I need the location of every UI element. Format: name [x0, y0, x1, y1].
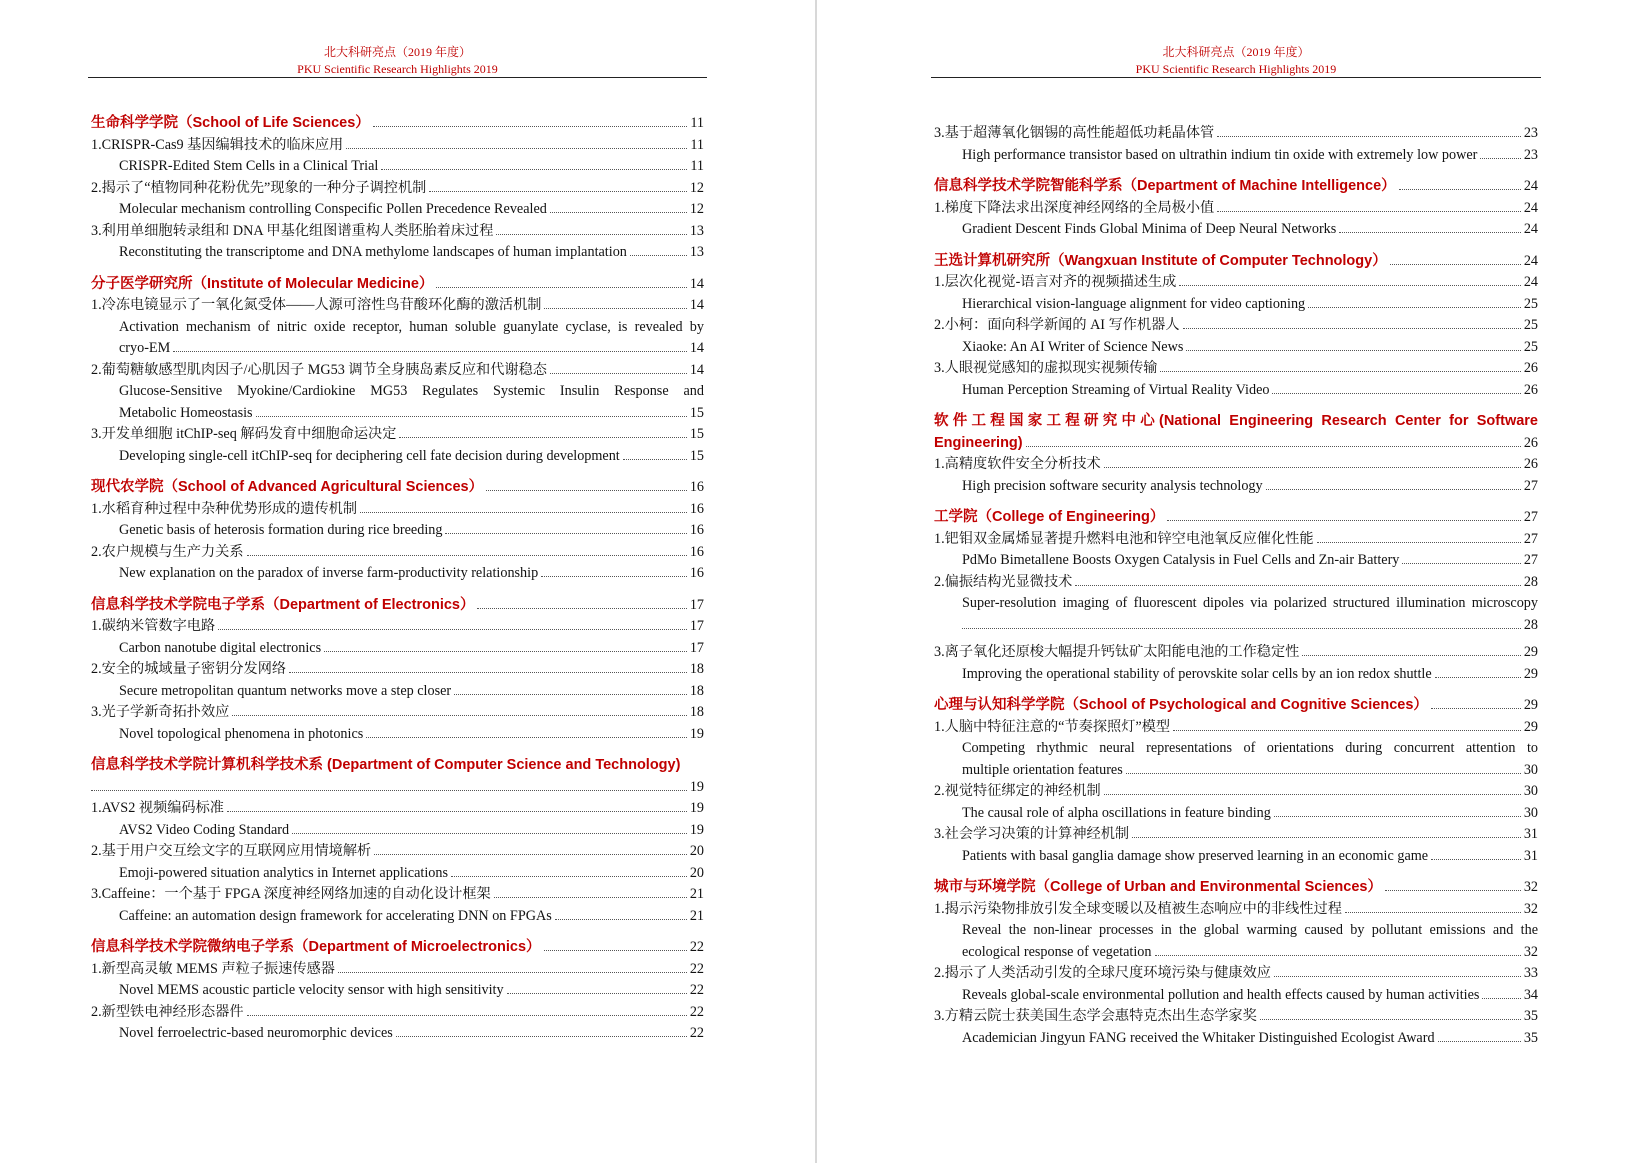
toc-section	[934, 877, 1538, 1049]
toc-entry-en[interactable]: Academician Jingyun FANG received the Whitaker Distinguished Ecologist Award 35	[962, 1029, 1538, 1046]
header-cn: 北大科研亮点（2019 年度）	[1162, 45, 1310, 59]
toc-entry-en[interactable]: Competing rhythmic neural representations of orientations during concurrent attention to multiple orientation features 30	[962, 740, 1538, 778]
toc-entry-cn[interactable]: 3.利用单细胞转录组和 DNA 甲基化组图谱重构人类胚胎着床过程 13	[91, 222, 704, 239]
toc-entry-en[interactable]: Emoji-powered situation analytics in Internet applications 20	[119, 864, 704, 881]
toc-entry-cn[interactable]: 3.基于超薄氧化铟锡的高性能超低功耗晶体管 23	[934, 125, 1538, 141]
toc-entry-en[interactable]: Novel ferroelectric-based neuromorphic devices 22	[119, 1025, 704, 1041]
toc-entry-cn[interactable]: 1.揭示污染物排放引发全球变暖以及植被生态响应中的非线性过程 32	[934, 900, 1538, 917]
toc-section-title[interactable]: 王选计算机研究所（Wangxuan Institute of Computer Technology） 24	[934, 252, 1538, 269]
toc-section-title[interactable]: 城市与环境学院（College of Urban and Environmental Sciences） 32	[934, 879, 1538, 895]
toc-entry-en[interactable]: New explanation on the paradox of inverse farm-productivity relationship 16	[119, 565, 704, 581]
toc-entry-en[interactable]: Hierarchical vision-language alignment for video captioning 25	[962, 295, 1538, 312]
toc-entry-cn[interactable]: 2.揭示了“植物同种花粉优先”现象的一种分子调控机制 12	[91, 179, 704, 196]
toc-section	[934, 123, 1538, 166]
toc-section-title[interactable]: 信息科学技术学院计算机科学技术系 (Department of Computer Science and Technology) 19	[91, 757, 704, 795]
toc-section	[91, 595, 704, 746]
header-rule	[931, 77, 1541, 78]
toc-entry-en[interactable]: High performance transistor based on ultrathin indium tin oxide with extremely low power 23	[962, 146, 1538, 163]
toc-section-title[interactable]: 分子医学研究所（Institute of Molecular Medicine） 14	[91, 275, 704, 292]
toc-section-title[interactable]: 软件工程国家工程研究中心(National Engineering Research Center for Software Engineering) 26	[934, 413, 1538, 451]
toc-entry-en[interactable]: Novel topological phenomena in photonics 19	[119, 725, 704, 742]
toc-entry-en[interactable]: Genetic basis of heterosis formation during rice breeding 16	[119, 522, 704, 538]
toc-entry-en[interactable]: Reveal the non-linear processes in the global warming caused by pollutant emissions and the ecological response of vegetation 32	[962, 922, 1538, 960]
toc-entry-cn[interactable]: 1.梯度下降法求出深度神经网络的全局极小值 24	[934, 199, 1538, 216]
toc-section	[91, 113, 704, 264]
toc-entry-en[interactable]: Patients with basal ganglia damage show preserved learning in an economic game 31	[962, 847, 1538, 864]
toc-entry-cn[interactable]: 2.偏振结构光显微技术 28	[934, 573, 1538, 590]
toc-section	[91, 477, 704, 585]
toc-entry-cn[interactable]: 3.Caffeine：一个基于 FPGA 深度神经网络加速的自动化设计框架 21	[91, 886, 704, 902]
toc-section-title[interactable]: 工学院（College of Engineering） 27	[934, 509, 1538, 525]
toc-section-title[interactable]: 生命科学学院（School of Life Sciences） 11	[91, 115, 704, 131]
toc-section-title[interactable]: 信息科学技术学院智能科学系（Department of Machine Intelligence） 24	[934, 178, 1538, 194]
toc-entry-cn[interactable]: 2.揭示了人类活动引发的全球尺度环境污染与健康效应 33	[934, 965, 1538, 981]
toc-entry-en[interactable]: Caffeine: an automation design framework for accelerating DNN on FPGAs 21	[119, 907, 704, 924]
toc-entry-en[interactable]: Glucose-Sensitive Myokine/Cardiokine MG53 Regulates Systemic Insulin Response and Metabolic Homeostasis 15	[119, 383, 704, 421]
toc-entry-en[interactable]: AVS2 Video Coding Standard 19	[119, 821, 704, 838]
toc-entry-cn[interactable]: 3.人眼视觉感知的虚拟现实视频传输 26	[934, 360, 1538, 376]
toc-entry-en[interactable]: Xiaoke: An AI Writer of Science News 25	[962, 338, 1538, 355]
toc-entry-cn[interactable]: 2.新型铁电神经形态器件 22	[91, 1003, 704, 1020]
toc-section	[91, 937, 704, 1045]
toc-entry-en[interactable]: CRISPR-Edited Stem Cells in a Clinical Trial 11	[119, 158, 704, 174]
toc-entry-en[interactable]: Activation mechanism of nitric oxide receptor, human soluble guanylate cyclase, is revealed by cryo-EM 14	[119, 318, 704, 356]
page-divider	[815, 0, 817, 1163]
toc-entry-cn[interactable]: 2.基于用户交互绘文字的互联网应用情境解析 20	[91, 843, 704, 859]
toc-entry-cn[interactable]: 1.新型高灵敏 MEMS 声粒子振速传感器 22	[91, 960, 704, 977]
toc-section-title[interactable]: 信息科学技术学院微纳电子学系（Department of Microelectronics） 22	[91, 939, 704, 955]
toc-entry-en[interactable]: Developing single-cell itChIP-seq for deciphering cell fate decision during development 15	[119, 447, 704, 464]
header-rule	[88, 77, 707, 78]
toc-entry-en[interactable]: Novel MEMS acoustic particle velocity sensor with high sensitivity 22	[119, 982, 704, 998]
page-header	[91, 44, 704, 78]
toc-entry-cn[interactable]: 2.小柯：面向科学新闻的 AI 写作机器人 25	[934, 317, 1538, 333]
toc-entry-cn[interactable]: 3.社会学习决策的计算神经机制 31	[934, 826, 1538, 842]
toc-entry-cn[interactable]: 3.离子氧化还原梭大幅提升钙钛矿太阳能电池的工作稳定性 29	[934, 644, 1538, 660]
header-en: PKU Scientific Research Highlights 2019	[297, 62, 498, 76]
toc-section	[934, 411, 1538, 497]
toc-entry-cn[interactable]: 2.葡萄糖敏感型肌肉因子/心肌因子 MG53 调节全身胰岛素反应和代谢稳态 14	[91, 361, 704, 378]
toc-entry-en[interactable]: The causal role of alpha oscillations in feature binding 30	[962, 804, 1538, 821]
toc-entry-cn[interactable]: 1.人脑中特征注意的“节奏探照灯”模型 29	[934, 718, 1538, 735]
toc-section	[934, 695, 1538, 867]
toc-entry-en[interactable]: Gradient Descent Finds Global Minima of Deep Neural Networks 24	[962, 221, 1538, 237]
toc-entry-en[interactable]: Molecular mechanism controlling Conspecific Pollen Precedence Revealed 12	[119, 201, 704, 217]
toc-section	[91, 755, 704, 927]
toc-entry-cn[interactable]: 1.层次化视觉-语言对齐的视频描述生成 24	[934, 274, 1538, 290]
toc-entry-en[interactable]: Improving the operational stability of perovskite solar cells by an ion redox shuttle 29	[962, 665, 1538, 682]
toc-entry-cn[interactable]: 2.安全的城域量子密钥分发网络 18	[91, 661, 704, 677]
toc-entry-cn[interactable]: 1.碳纳米管数字电路 17	[91, 618, 704, 634]
toc-section	[934, 176, 1538, 241]
toc-entry-en[interactable]: High precision software security analysis technology 27	[962, 477, 1538, 494]
toc-section-title[interactable]: 信息科学技术学院电子学系（Department of Electronics） 17	[91, 596, 704, 613]
header-en: PKU Scientific Research Highlights 2019	[1135, 62, 1337, 76]
header-cn: 北大科研亮点（2019 年度）	[323, 45, 471, 59]
toc-entry-en[interactable]: Carbon nanotube digital electronics 17	[119, 639, 704, 656]
toc-entry-en[interactable]: PdMo Bimetallene Boosts Oxygen Catalysis in Fuel Cells and Zn-air Battery 27	[962, 552, 1538, 568]
toc-entry-en[interactable]: Reveals global-scale environmental pollution and health effects caused by human activities 34	[962, 986, 1538, 1003]
page-header	[934, 44, 1538, 78]
toc-entry-en[interactable]: Super-resolution imaging of fluorescent dipoles via polarized structured illumination microscopy 28	[962, 595, 1538, 633]
toc	[91, 113, 704, 1045]
toc-entry-en[interactable]: Secure metropolitan quantum networks move a step closer 18	[119, 682, 704, 699]
toc-entry-cn[interactable]: 1.冷冻电镜显示了一氧化氮受体——人源可溶性鸟苷酸环化酶的激活机制 14	[91, 297, 704, 313]
toc-entry-en[interactable]: Human Perception Streaming of Virtual Reality Video 26	[962, 381, 1538, 398]
page-right	[934, 0, 1538, 1163]
toc-section	[934, 251, 1538, 402]
toc-entry-cn[interactable]: 2.农户规模与生产力关系 16	[91, 543, 704, 560]
toc-entry-cn[interactable]: 3.开发单细胞 itChIP-seq 解码发育中细胞命运决定 15	[91, 426, 704, 442]
toc-entry-cn[interactable]: 1.高精度软件安全分析技术 26	[934, 456, 1538, 472]
toc-section-title[interactable]: 现代农学院（School of Advanced Agricultural Sciences） 16	[91, 479, 704, 495]
page-left	[91, 0, 704, 1163]
toc-entry-cn[interactable]: 1.水稻育种过程中杂种优势形成的遗传机制 16	[91, 500, 704, 517]
toc-entry-cn[interactable]: 3.光子学新奇拓扑效应 18	[91, 704, 704, 720]
toc-entry-en[interactable]: Reconstituting the transcriptome and DNA methylome landscapes of human implantation 13	[119, 244, 704, 260]
toc-section	[91, 274, 704, 468]
toc-entry-cn[interactable]: 1.AVS2 视频编码标准 19	[91, 800, 704, 816]
toc-entry-cn[interactable]: 1.CRISPR-Cas9 基因编辑技术的临床应用 11	[91, 136, 704, 153]
toc-entry-cn[interactable]: 3.方精云院士获美国生态学会惠特克杰出生态学家奖 35	[934, 1008, 1538, 1024]
toc-entry-cn[interactable]: 2.视觉特征绑定的神经机制 30	[934, 783, 1538, 799]
toc-section	[934, 507, 1538, 685]
toc	[934, 123, 1538, 1049]
toc-entry-cn[interactable]: 1.钯钼双金属烯显著提升燃料电池和锌空电池氧反应催化性能 27	[934, 530, 1538, 547]
toc-section-title[interactable]: 心理与认知科学学院（School of Psychological and Cognitive Sciences） 29	[934, 697, 1538, 713]
